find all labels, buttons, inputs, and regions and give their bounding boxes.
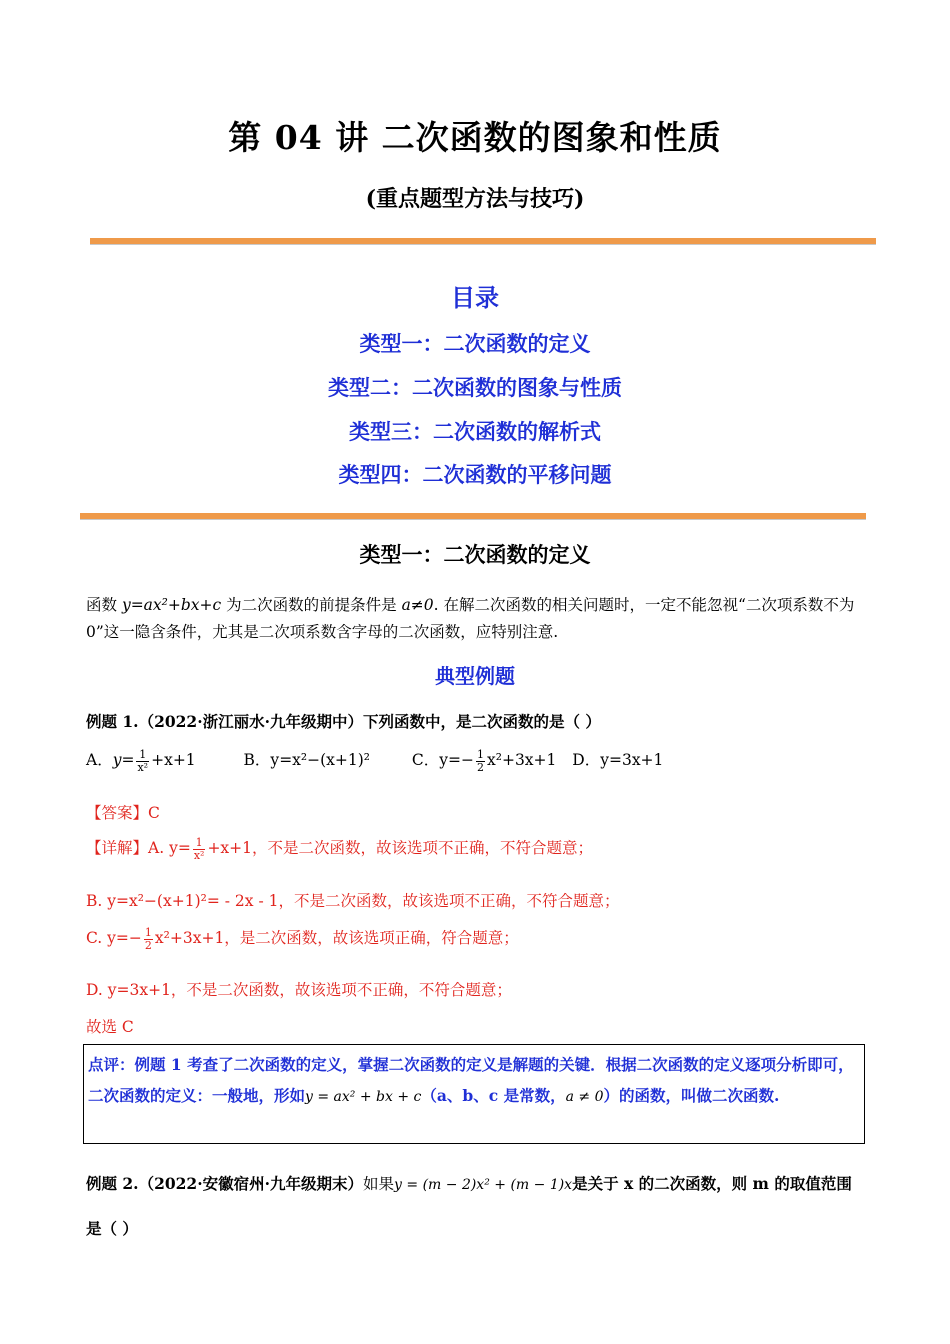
option-c: C．y=− $\frac{1}{2}$ x²+3x+1 — [411, 747, 557, 774]
toc-item-2[interactable]: 类型二：二次函数的图象与性质 — [328, 375, 622, 400]
example1-question: 例题 1.（2022·浙江丽水·九年级期中）下列函数中，是二次函数的是（ ） — [86, 712, 601, 731]
divider-top — [90, 238, 876, 245]
comment-text: 点评：例题 1 考查了二次函数的定义，掌握二次函数的定义是解题的关键．根据二次函数的定义逐项分析即可，二次函数的定义：一般地，形如y = ax² + bx + c（a、b、c 是常数，a ≠ 0）的函数，叫做二次函数. — [88, 1055, 854, 1105]
toc-title: 目录 — [451, 283, 499, 312]
comment-box — [83, 1044, 865, 1144]
toc-item-1[interactable]: 类型一：二次函数的定义 — [359, 331, 591, 356]
section-intro: 函数 y=ax²+bx+c 为二次函数的前提条件是 a≠0. 在解二次函数的相关问题时，一定不能忽视“二次项系数不为 0”这一隐含条件，尤其是二次项系数含字母的二次函数，应特别注意. — [86, 596, 855, 641]
answer-line: 【答案】C — [86, 804, 160, 822]
detail-d: D. y=3x+1，不是二次函数，故该选项不正确，不符合题意； — [86, 981, 512, 999]
divider-bottom — [80, 513, 866, 520]
detail-a: 【详解】A. y= $\frac{1}{\text{x²}}$ +x+1，不是二次函数，故该选项不正确，不符合题意； — [86, 835, 594, 862]
toc-item-4[interactable]: 类型四：二次函数的平移问题 — [338, 462, 612, 487]
fraction: $\frac{1}{2}$ — [144, 925, 152, 952]
example1-options — [86, 748, 663, 774]
examples-heading: 典型例题 — [435, 664, 515, 688]
fraction: $\frac{1}{\text{x²}}$ — [193, 835, 205, 862]
option-b: B．y=x²−(x+1)² — [243, 751, 371, 769]
example2-question: 例题 2.（2022·安徽宿州·九年级期末）如果y = (m − 2)x² + (m − 1)x是关于 x 的二次函数，则 m 的取值范围是（ ） — [86, 1174, 852, 1238]
option-d: D．y=3x+1 — [572, 751, 664, 769]
option-a: A．y= $\frac{1}{\text{x²}}$ +x+1 — [86, 747, 196, 774]
page-title: 第 04 讲 二次函数的图象和性质 — [228, 118, 722, 157]
conclusion: 故选 C — [86, 1018, 134, 1036]
fraction: $\frac{1}{\text{x²}}$ — [137, 747, 149, 774]
page-subtitle: (重点题型方法与技巧) — [365, 186, 585, 212]
fraction: $\frac{1}{2}$ — [477, 747, 484, 774]
toc-item-3[interactable]: 类型三：二次函数的解析式 — [349, 419, 601, 444]
detail-c: C. y=− $\frac{1}{2}$ x²+3x+1，是二次函数，故该选项正确，符合题意； — [86, 925, 519, 952]
detail-b: B. y=x²−(x+1)²= - 2x - 1，不是二次函数，故该选项不正确，不符合题意； — [86, 892, 620, 910]
section-title: 类型一：二次函数的定义 — [359, 542, 591, 567]
